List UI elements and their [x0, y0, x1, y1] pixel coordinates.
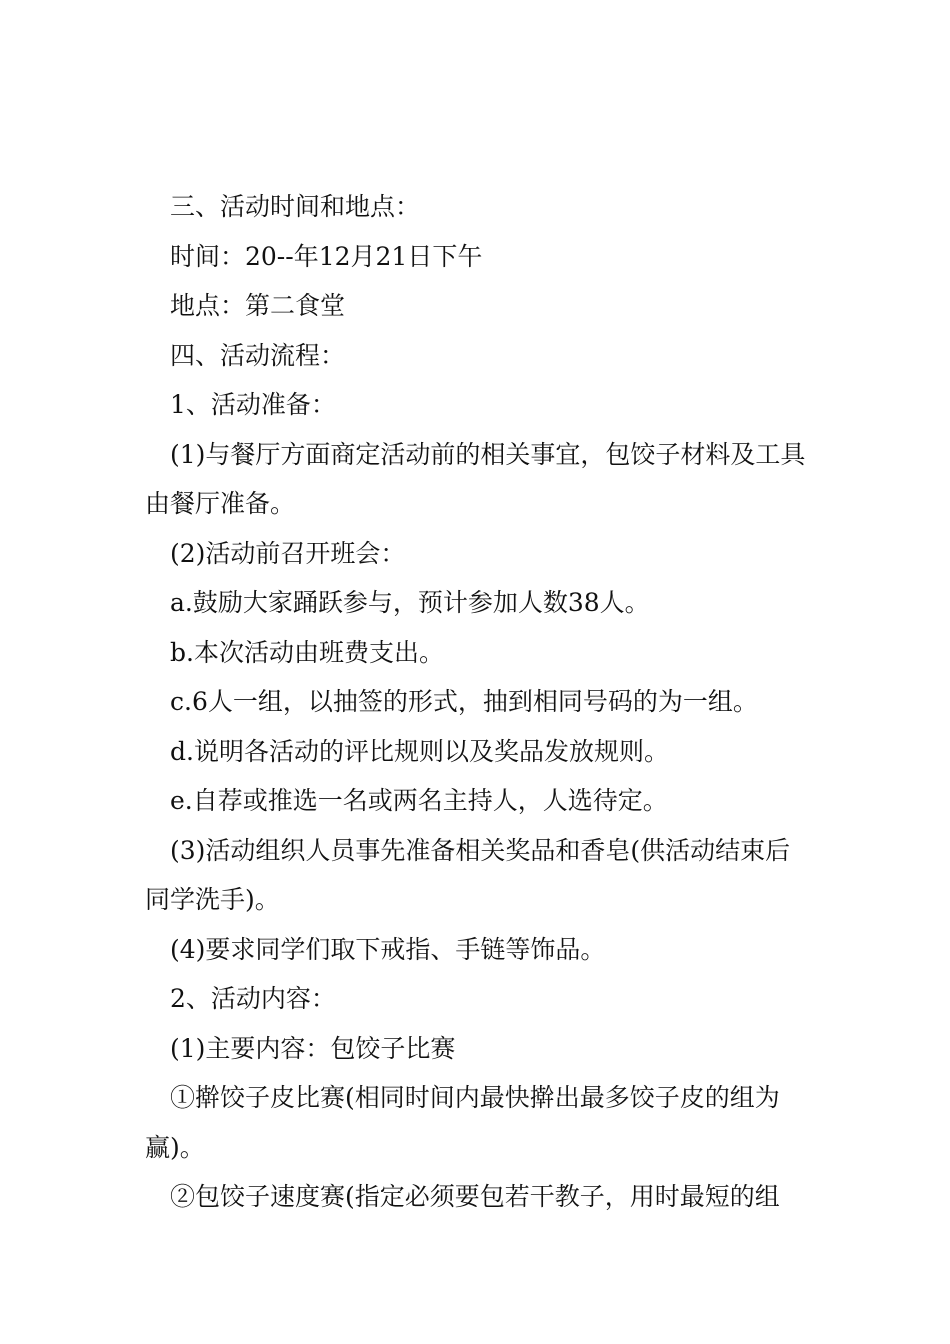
subheading-content: 2、活动内容：	[170, 984, 336, 1013]
prep-item-3: (3)活动组织人员事先准备相关奖品和香皂(供活动结束后同学洗手)。	[145, 835, 791, 914]
meeting-item-c: c.6人一组，以抽签的形式，抽到相同号码的为一组。	[170, 687, 758, 716]
prep-item-4: (4)要求同学们取下戒指、手链等饰品。	[170, 934, 606, 964]
prep-item-1: (1)与餐厅方面商定活动前的相关事宜，包饺子材料及工具由餐厅准备。	[145, 439, 806, 518]
contest-item-2: ②包饺子速度赛(指定必须要包若干教子，用时最短的组	[170, 1182, 780, 1211]
meeting-item-a: a.鼓励大家踊跃参与，预计参加人数38人。	[170, 588, 650, 617]
contest-item-1: ①擀饺子皮比赛(相同时间内最快擀出最多饺子皮的组为赢)。	[145, 1083, 780, 1162]
section-heading-time-place: 三、活动时间和地点：	[170, 192, 421, 221]
prep-item-2: (2)活动前召开班会：	[170, 538, 406, 568]
meeting-item-e: e.自荐或推选一名或两名主持人，人选待定。	[170, 786, 668, 815]
meeting-item-b: b.本次活动由班费支出。	[170, 637, 444, 667]
time-line: 时间：20--年12月21日下午	[170, 241, 483, 271]
meeting-item-d: d.说明各活动的评比规则以及奖品发放规则。	[170, 736, 669, 766]
location-line: 地点：第二食堂	[170, 291, 346, 320]
subheading-preparation: 1、活动准备：	[170, 390, 336, 419]
section-heading-process: 四、活动流程：	[170, 340, 346, 370]
document-body	[145, 182, 810, 1222]
content-item-1: (1)主要内容：包饺子比赛	[170, 1033, 456, 1063]
